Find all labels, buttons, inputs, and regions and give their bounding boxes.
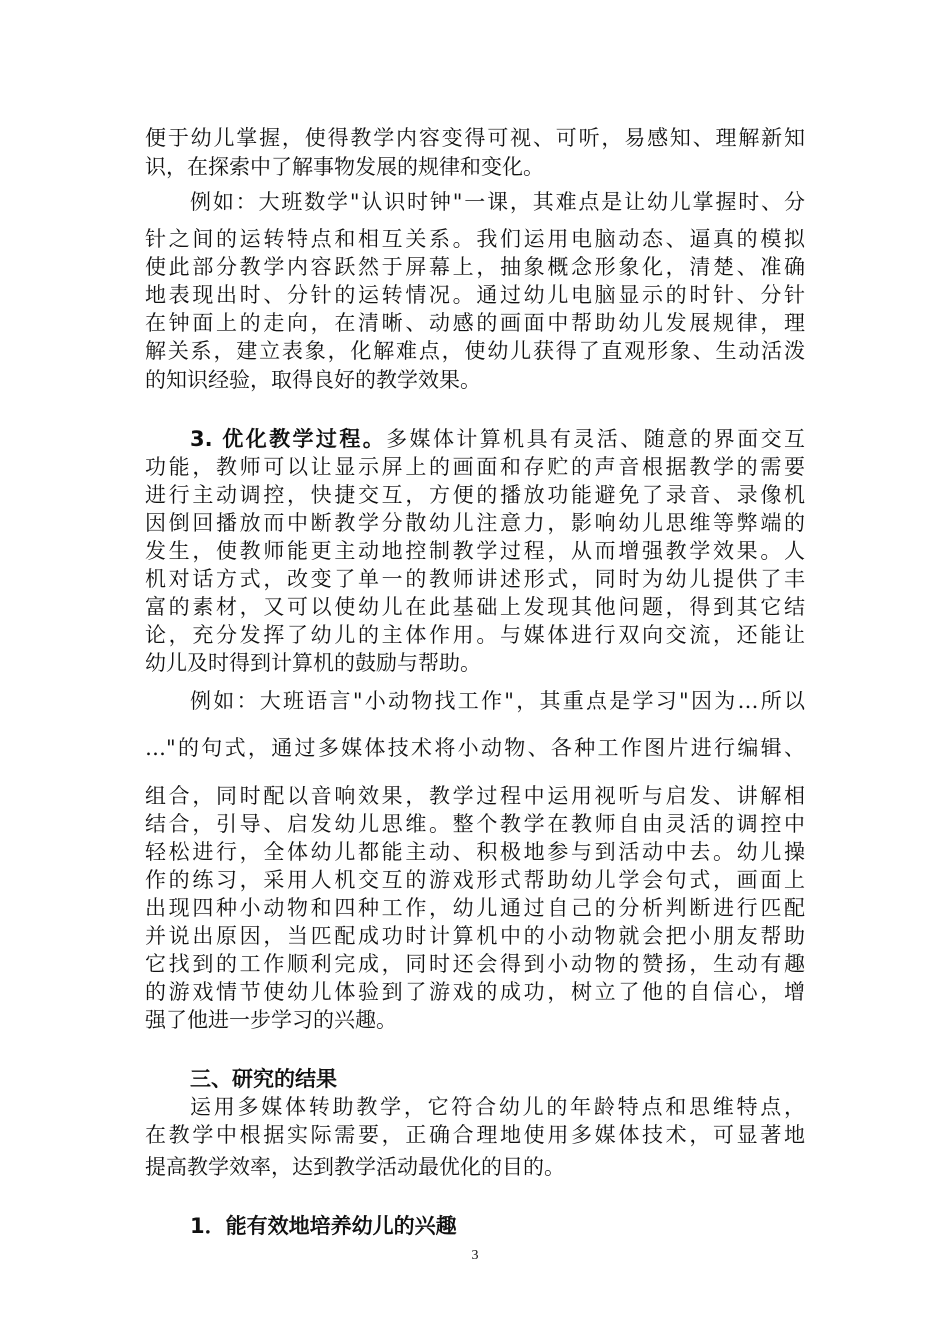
paragraph-line: 针之间的运转特点和相互关系。我们运用电脑动态、逼真的模拟: [145, 227, 805, 251]
paragraph-line: 并说出原因，当匹配成功时计算机中的小动物就会把小朋友帮助: [145, 924, 805, 948]
subheading-optimize-process: 3. 优化教学过程。: [190, 427, 387, 451]
paragraph-line: 识，在探索中了解事物发展的规律和变化。: [145, 155, 544, 179]
paragraph-line: 轻松进行，全体幼儿都能主动、积极地参与到活动中去。幼儿操: [145, 840, 805, 864]
paragraph-line: 幼儿及时得到计算机的鼓励与帮助。: [145, 651, 481, 675]
paragraph-line: 在教学中根据实际需要，正确合理地使用多媒体技术，可显著地: [145, 1123, 805, 1147]
paragraph-line: 因倒回播放而中断教学分散幼儿注意力，影响幼儿思维等弊端的: [145, 511, 805, 535]
paragraph-line: 在钟面上的走向，在清晰、动感的画面中帮助幼儿发展规律，理: [145, 311, 805, 335]
paragraph-line: 富的素材，又可以使幼儿在此基础上发现其他问题，得到其它结: [145, 595, 805, 619]
paragraph-line: 例如：大班语言"小动物找工作"，其重点是学习"因为…所以: [190, 689, 805, 713]
paragraph-line: 的游戏情节使幼儿体验到了游戏的成功，树立了他的自信心，增: [145, 980, 805, 1004]
paragraph-line: 便于幼儿掌握，使得教学内容变得可视、可听，易感知、理解新知: [145, 126, 805, 150]
section-heading: 三、研究的结果: [190, 1067, 337, 1091]
paragraph-line: 提高教学效率，达到教学活动最优化的目的。: [145, 1155, 565, 1179]
paragraph-line: 论，充分发挥了幼儿的主体作用。与媒体进行双向交流，还能让: [145, 623, 805, 647]
paragraph-line: 地表现出时、分针的运转情况。通过幼儿电脑显示的时针、分针: [145, 283, 805, 307]
paragraph-line: 它找到的工作顺利完成，同时还会得到小动物的赞扬，生动有趣: [145, 952, 805, 976]
paragraph-line: 发生，使教师能更主动地控制教学过程，从而增强教学效果。人: [145, 539, 805, 563]
subsection-heading: 1．能有效地培养幼儿的兴趣: [190, 1214, 457, 1238]
page-number: 3: [471, 1248, 479, 1263]
paragraph-text: 多媒体计算机具有灵活、随意的界面交互: [386, 427, 806, 451]
paragraph-line: 例如：大班数学"认识时钟"一课，其难点是让幼儿掌握时、分: [190, 190, 805, 214]
paragraph-line: 解关系，建立表象，化解难点，使幼儿获得了直观形象、生动活泼: [145, 339, 805, 363]
paragraph-line: 机对话方式，改变了单一的教师讲述形式，同时为幼儿提供了丰: [145, 567, 805, 591]
paragraph-line: 组合，同时配以音响效果，教学过程中运用视听与启发、讲解相: [145, 784, 805, 808]
paragraph-line: 进行主动调控，快捷交互，方便的播放功能避免了录音、录像机: [145, 483, 805, 507]
paragraph-line: 运用多媒体转助教学，它符合幼儿的年龄特点和思维特点，: [190, 1095, 805, 1119]
paragraph-line: 结合，引导、启发幼儿思维。整个教学在教师自由灵活的调控中: [145, 812, 805, 836]
paragraph-line: 功能，教师可以让显示屏上的画面和存贮的声音根据教学的需要: [145, 455, 805, 479]
paragraph-line: …"的句式，通过多媒体技术将小动物、各种工作图片进行编辑、: [145, 736, 805, 760]
paragraph-line: 的知识经验，取得良好的教学效果。: [145, 368, 481, 392]
paragraph-line: 出现四种小动物和四种工作，幼儿通过自己的分析判断进行匹配: [145, 896, 805, 920]
paragraph-line: 强了他进一步学习的兴趣。: [145, 1008, 397, 1032]
paragraph-line: [190, 425, 805, 453]
paragraph-line: 使此部分教学内容跃然于屏幕上，抽象概念形象化，清楚、准确: [145, 255, 805, 279]
paragraph-line: 作的练习，采用人机交互的游戏形式帮助幼儿学会句式，画面上: [145, 868, 805, 892]
